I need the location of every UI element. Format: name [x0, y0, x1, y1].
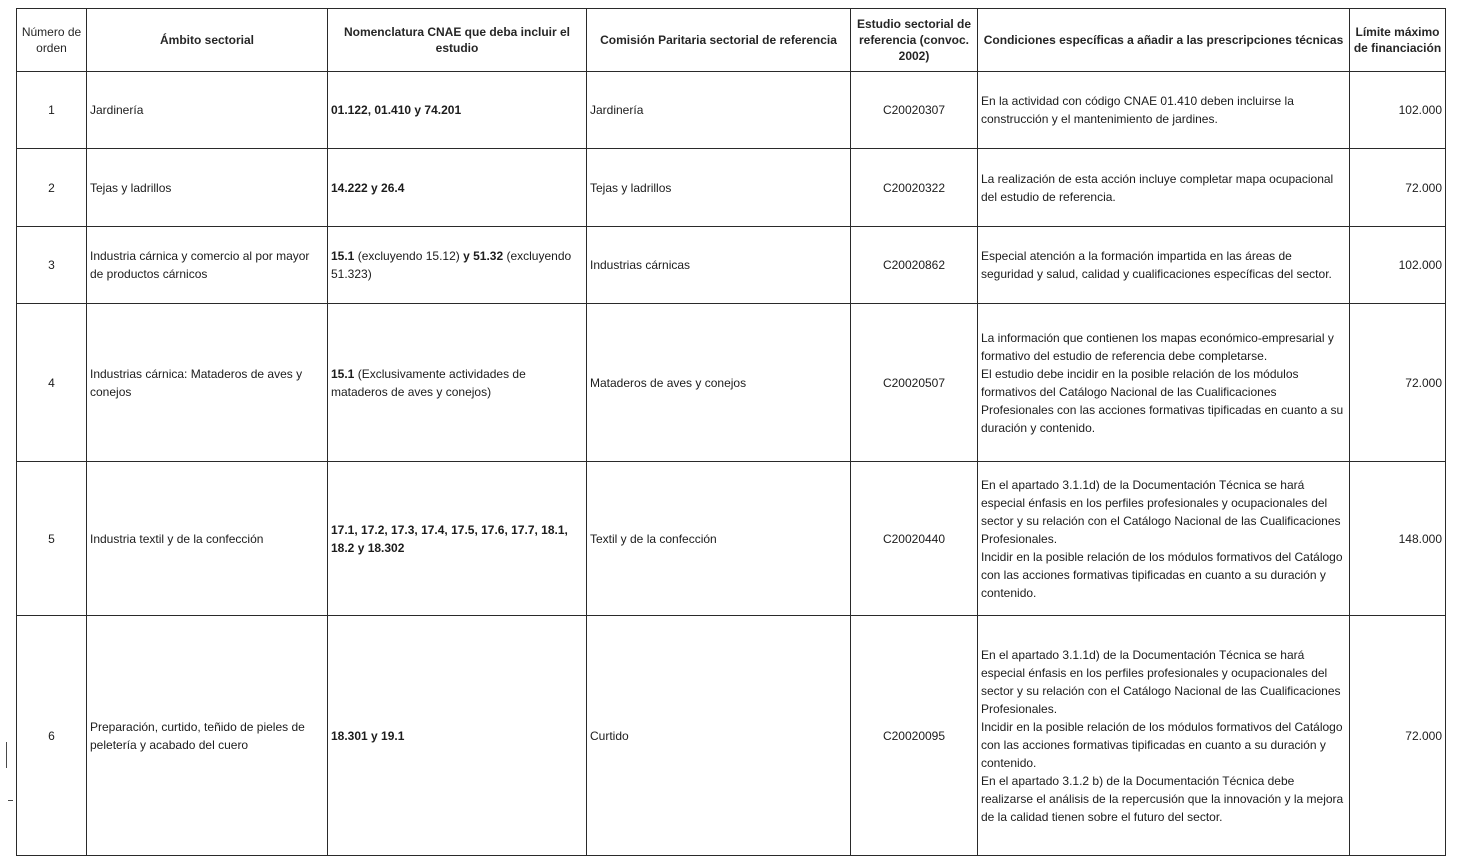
cell-numero-orden: 6	[17, 616, 87, 856]
cell-numero-orden: 2	[17, 149, 87, 227]
header-comision-paritaria: Comisión Paritaria sectorial de referencia	[587, 9, 851, 72]
table-row	[17, 227, 1446, 304]
condition-paragraph: En el apartado 3.1.2 b) de la Documentación Técnica debe realizarse el análisis de la repercusión que la innovación y la mejora de la calidad tienen sobre el futuro del sector.	[981, 773, 1344, 824]
cell-comision-paritaria: Jardinería	[587, 72, 851, 149]
condition-paragraph: La realización de esta acción incluye completar mapa ocupacional del estudio de referencia.	[981, 171, 1334, 204]
header-limite-financiacion: Límite máximo de financiación	[1350, 9, 1446, 72]
sector-studies-table	[16, 8, 1446, 856]
cell-condiciones	[978, 304, 1350, 462]
table-header	[17, 9, 1446, 72]
cell-numero-orden: 5	[17, 462, 87, 616]
cell-nomenclatura-cnae	[328, 304, 587, 462]
cell-comision-paritaria: Tejas y ladrillos	[587, 149, 851, 227]
cell-estudio-sectorial: C20020440	[851, 462, 978, 616]
cell-nomenclatura-cnae	[328, 149, 587, 227]
cell-numero-orden: 1	[17, 72, 87, 149]
cnae-code-segment: y 51.32	[463, 249, 504, 263]
condition-paragraph: Incidir en la posible relación de los módulos formativos del Catálogo con las acciones formativas tipificadas en cuanto a su duración y contenido.	[981, 719, 1343, 770]
cnae-code-segment: 15.1	[331, 249, 355, 263]
cell-limite-financiacion: 72.000	[1350, 304, 1446, 462]
cell-numero-orden: 4	[17, 304, 87, 462]
cnae-code-segment: 17.1, 17.2, 17.3, 17.4, 17.5, 17.6, 17.7, 18.1, 18.2 y 18.302	[331, 522, 568, 555]
cell-comision-paritaria: Textil y de la confección	[587, 462, 851, 616]
cnae-code-segment: (excluyendo 15.12)	[354, 249, 464, 263]
table-body	[17, 72, 1446, 856]
cell-estudio-sectorial: C20020095	[851, 616, 978, 856]
cell-comision-paritaria: Industrias cárnicas	[587, 227, 851, 304]
document-sheet	[16, 8, 1446, 856]
cell-limite-financiacion: 102.000	[1350, 72, 1446, 149]
header-ambito-sectorial: Ámbito sectorial	[87, 9, 328, 72]
cell-condiciones	[978, 616, 1350, 856]
cell-ambito-sectorial: Industria cárnica y comercio al por mayor de productos cárnicos	[87, 227, 328, 304]
header-condiciones: Condiciones específicas a añadir a las prescripciones técnicas	[978, 9, 1350, 72]
condition-paragraph: El estudio debe incidir en la posible relación de los módulos formativos del Catálogo Nacional de las Cualificaciones Profesionales con las acciones formativas tipificadas en cuanto a su duración y contenido.	[981, 366, 1344, 435]
header-numero-orden: Número de orden	[17, 9, 87, 72]
cell-nomenclatura-cnae	[328, 72, 587, 149]
cell-condiciones	[978, 149, 1350, 227]
table-row	[17, 304, 1446, 462]
cell-condiciones	[978, 462, 1350, 616]
table-row	[17, 616, 1446, 856]
cnae-code-segment: 01.122, 01.410 y 74.201	[331, 103, 462, 117]
cell-numero-orden: 3	[17, 227, 87, 304]
cell-condiciones	[978, 227, 1350, 304]
condition-paragraph: Incidir en la posible relación de los módulos formativos del Catálogo con las acciones formativas tipificadas en cuanto a su duración y contenido.	[981, 549, 1343, 600]
cell-ambito-sectorial: Industrias cárnica: Mataderos de aves y conejos	[87, 304, 328, 462]
scan-mark	[6, 742, 7, 768]
cell-nomenclatura-cnae	[328, 616, 587, 856]
cell-estudio-sectorial: C20020507	[851, 304, 978, 462]
cell-limite-financiacion: 102.000	[1350, 227, 1446, 304]
cnae-code-segment: 15.1	[331, 366, 355, 381]
cell-limite-financiacion: 148.000	[1350, 462, 1446, 616]
cell-nomenclatura-cnae	[328, 227, 587, 304]
cnae-code-segment: 14.222 y 26.4	[331, 180, 405, 195]
condition-paragraph: En el apartado 3.1.1d) de la Documentación Técnica se hará especial énfasis en los perfiles profesionales y ocupacionales del sector y su relación con el Catálogo Nacional de las Cualificaciones Profesionales.	[981, 647, 1341, 716]
table-row	[17, 462, 1446, 616]
condition-paragraph: Especial atención a la formación impartida en las áreas de seguridad y salud, calidad y cualificaciones específicas del sector.	[981, 249, 1332, 281]
cell-comision-paritaria: Mataderos de aves y conejos	[587, 304, 851, 462]
condition-paragraph: En la actividad con código CNAE 01.410 deben incluirse la construcción y el mantenimiento de jardines.	[981, 94, 1294, 126]
cell-limite-financiacion: 72.000	[1350, 149, 1446, 227]
cell-ambito-sectorial: Tejas y ladrillos	[87, 149, 328, 227]
cell-ambito-sectorial: Preparación, curtido, teñido de pieles de peletería y acabado del cuero	[87, 616, 328, 856]
cnae-code-segment: (excluyendo 51.323)	[331, 249, 572, 281]
cnae-code-segment: (Exclusivamente actividades de mataderos de aves y conejos)	[331, 366, 526, 399]
condition-paragraph: En el apartado 3.1.1d) de la Documentación Técnica se hará especial énfasis en los perfiles profesionales y ocupacionales del sector y su relación con el Catálogo Nacional de las Cualificaciones Profesionales.	[981, 477, 1341, 546]
cell-estudio-sectorial: C20020322	[851, 149, 978, 227]
table-row	[17, 149, 1446, 227]
cell-estudio-sectorial: C20020307	[851, 72, 978, 149]
cell-ambito-sectorial: Industria textil y de la confección	[87, 462, 328, 616]
cell-estudio-sectorial: C20020862	[851, 227, 978, 304]
cnae-code-segment: 18.301 y 19.1	[331, 728, 405, 743]
scan-mark	[8, 800, 13, 801]
table-row	[17, 72, 1446, 149]
cell-comision-paritaria: Curtido	[587, 616, 851, 856]
cell-ambito-sectorial: Jardinería	[87, 72, 328, 149]
cell-condiciones	[978, 72, 1350, 149]
header-row	[17, 9, 1446, 72]
cell-nomenclatura-cnae	[328, 462, 587, 616]
cell-limite-financiacion: 72.000	[1350, 616, 1446, 856]
header-estudio-sectorial: Estudio sectorial de referencia (convoc. 2002)	[851, 9, 978, 72]
header-nomenclatura-cnae: Nomenclatura CNAE que deba incluir el estudio	[328, 9, 587, 72]
condition-paragraph: La información que contienen los mapas económico-empresarial y formativo del estudio de referencia debe completarse.	[981, 330, 1334, 363]
